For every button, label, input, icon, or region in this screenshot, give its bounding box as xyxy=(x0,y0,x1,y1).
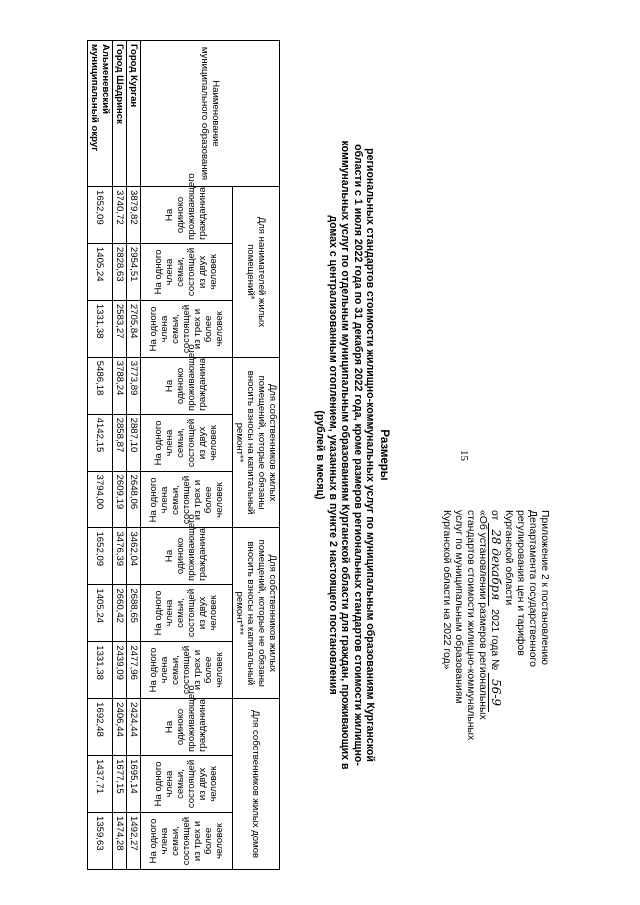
table-cell: 1692,48 xyxy=(88,699,113,756)
sub-header-two: На одного члена семьи, состоящей из двух человек xyxy=(141,756,233,813)
table-cell: 1437,71 xyxy=(88,756,113,813)
table-cell: 2648,06 xyxy=(127,471,141,528)
table-cell: 3794,00 xyxy=(88,471,113,528)
table-cell: 1652,09 xyxy=(88,528,113,585)
document-title xyxy=(314,60,390,850)
date-prefix: от xyxy=(489,510,500,521)
sub-header-three-plus: На одного члена семьи, состоящей из трех и более человек xyxy=(141,471,233,528)
group-header-owners-no-repair: Для собственников жилых помещений, которые не обязаны вносить взносы на капитальный ремонт*** xyxy=(233,528,280,699)
sub-header-three-plus: На одного члена семьи, состоящей из трех и более человек xyxy=(141,642,233,699)
sub-header-single: На одиноко проживающего гражданина xyxy=(141,528,233,585)
appendix-block xyxy=(440,510,550,790)
table-cell: 3879,82 xyxy=(127,187,141,244)
table-cell: 1474,28 xyxy=(113,812,127,869)
appendix-line: Департамента государственного xyxy=(527,510,538,667)
page-number: 15 xyxy=(458,450,470,461)
handwritten-number: 56-9 xyxy=(488,673,503,712)
sub-header-single: На одиноко проживающего гражданина xyxy=(141,357,233,414)
appendix-subject-line: стандартов стоимости жилищно-коммунальных xyxy=(465,510,476,741)
table-cell: 2583,27 xyxy=(113,300,127,357)
sub-header-two: На одного члена семьи, состоящей из двух человек xyxy=(141,243,233,300)
group-header-tenants: Для нанимателей жилых помещений* xyxy=(233,187,280,358)
table-cell: 1695,14 xyxy=(127,756,141,813)
title-line: домах с централизованным отоплением, указанных в пункте 2 настоящего постановления xyxy=(327,215,339,695)
appendix-subject-line: услуг по муниципальным образованиям xyxy=(453,510,464,704)
handwritten-date: 28 декабря xyxy=(488,523,503,606)
table-cell: 2609,19 xyxy=(113,471,127,528)
table-cell: 2688,65 xyxy=(127,585,141,642)
table-cell: 2828,63 xyxy=(113,243,127,300)
sub-header-two: На одного члена семьи, состоящей из двух человек xyxy=(141,414,233,471)
table-cell: 1405,24 xyxy=(88,585,113,642)
table-cell: 3476,39 xyxy=(113,528,127,585)
appendix-date-line xyxy=(488,510,502,790)
appendix-subject-line: «Об установлении размеров региональных xyxy=(477,510,488,720)
table-cell: 1331,38 xyxy=(88,642,113,699)
table-cell: 1359,63 xyxy=(88,812,113,869)
table-cell: 1652,09 xyxy=(88,187,113,244)
municipality-name: Город Шадринск xyxy=(113,41,127,187)
standards-table xyxy=(87,40,280,870)
table-cell: 3462,04 xyxy=(127,528,141,585)
table-row xyxy=(113,41,127,870)
title-line: региональных стандартов стоимости жилищно-коммунальных услуг по муниципальным образованиям Курганской xyxy=(364,148,377,762)
group-header-house-owners: Для собственников жилых домов xyxy=(233,699,280,870)
table-cell: 3788,24 xyxy=(113,357,127,414)
table-cell: 3773,89 xyxy=(127,357,141,414)
table-cell: 3740,72 xyxy=(113,187,127,244)
table-row xyxy=(88,41,113,870)
municipality-name: Альменевский муниципальный округ xyxy=(88,41,113,187)
table-row xyxy=(127,41,141,870)
appendix-subject-line: Курганской области на 2022 год» xyxy=(441,510,452,670)
table-cell: 2477,96 xyxy=(127,642,141,699)
table-cell: 1492,27 xyxy=(127,812,141,869)
table-cell: 2439,09 xyxy=(113,642,127,699)
sub-header-two: На одного члена семьи, состоящей из двух человек xyxy=(141,585,233,642)
table-cell: 2954,51 xyxy=(127,243,141,300)
table-cell: 1677,15 xyxy=(113,756,127,813)
sub-header-single: На одиноко проживающего гражданина xyxy=(141,699,233,756)
sub-header-three-plus: На одного члена семьи, состоящей из трех и более человек xyxy=(141,812,233,869)
sub-header-three-plus: На одного члена семьи, состоящей из трех и более человек xyxy=(141,300,233,357)
appendix-line: регулирования цен и тарифов xyxy=(515,510,526,656)
title-unit: (рублей в месяц) xyxy=(314,410,327,500)
table-cell: 2705,84 xyxy=(127,300,141,357)
table-cell: 2406,44 xyxy=(113,699,127,756)
standards-table-wrapper xyxy=(87,40,280,870)
table-cell: 2660,42 xyxy=(113,585,127,642)
municipality-name: Город Курган xyxy=(127,41,141,187)
table-cell: 4142,15 xyxy=(88,414,113,471)
sub-header-single: На одиноко проживающего гражданина xyxy=(141,187,233,244)
date-suffix: 2021 года № xyxy=(489,609,500,671)
appendix-line: Курганской области xyxy=(503,510,514,606)
table-cell: 1405,24 xyxy=(88,243,113,300)
table-cell: 2887,10 xyxy=(127,414,141,471)
table-cell: 1331,38 xyxy=(88,300,113,357)
municipality-header: Наименование муниципального образования xyxy=(141,41,280,187)
group-header-owners-repair: Для собственников жилых помещений, которые обязаны вносить взносы на капитальный ремонт** xyxy=(233,357,280,528)
title-line: области с 1 июля 2022 года по 31 декабря 2022 года, кроме размеров региональных стандартов стоимости жилищно- xyxy=(352,144,364,766)
table-cell: 5486,18 xyxy=(88,357,113,414)
title-heading: Размеры xyxy=(378,429,390,481)
table-cell: 2424,44 xyxy=(127,699,141,756)
appendix-line: Приложение 2 к постановлению xyxy=(539,510,550,665)
table-cell: 2858,87 xyxy=(113,414,127,471)
title-line: коммунальных услуг по отдельным муниципальным образованиям Курганской области для граждан, проживающих в xyxy=(339,140,352,770)
